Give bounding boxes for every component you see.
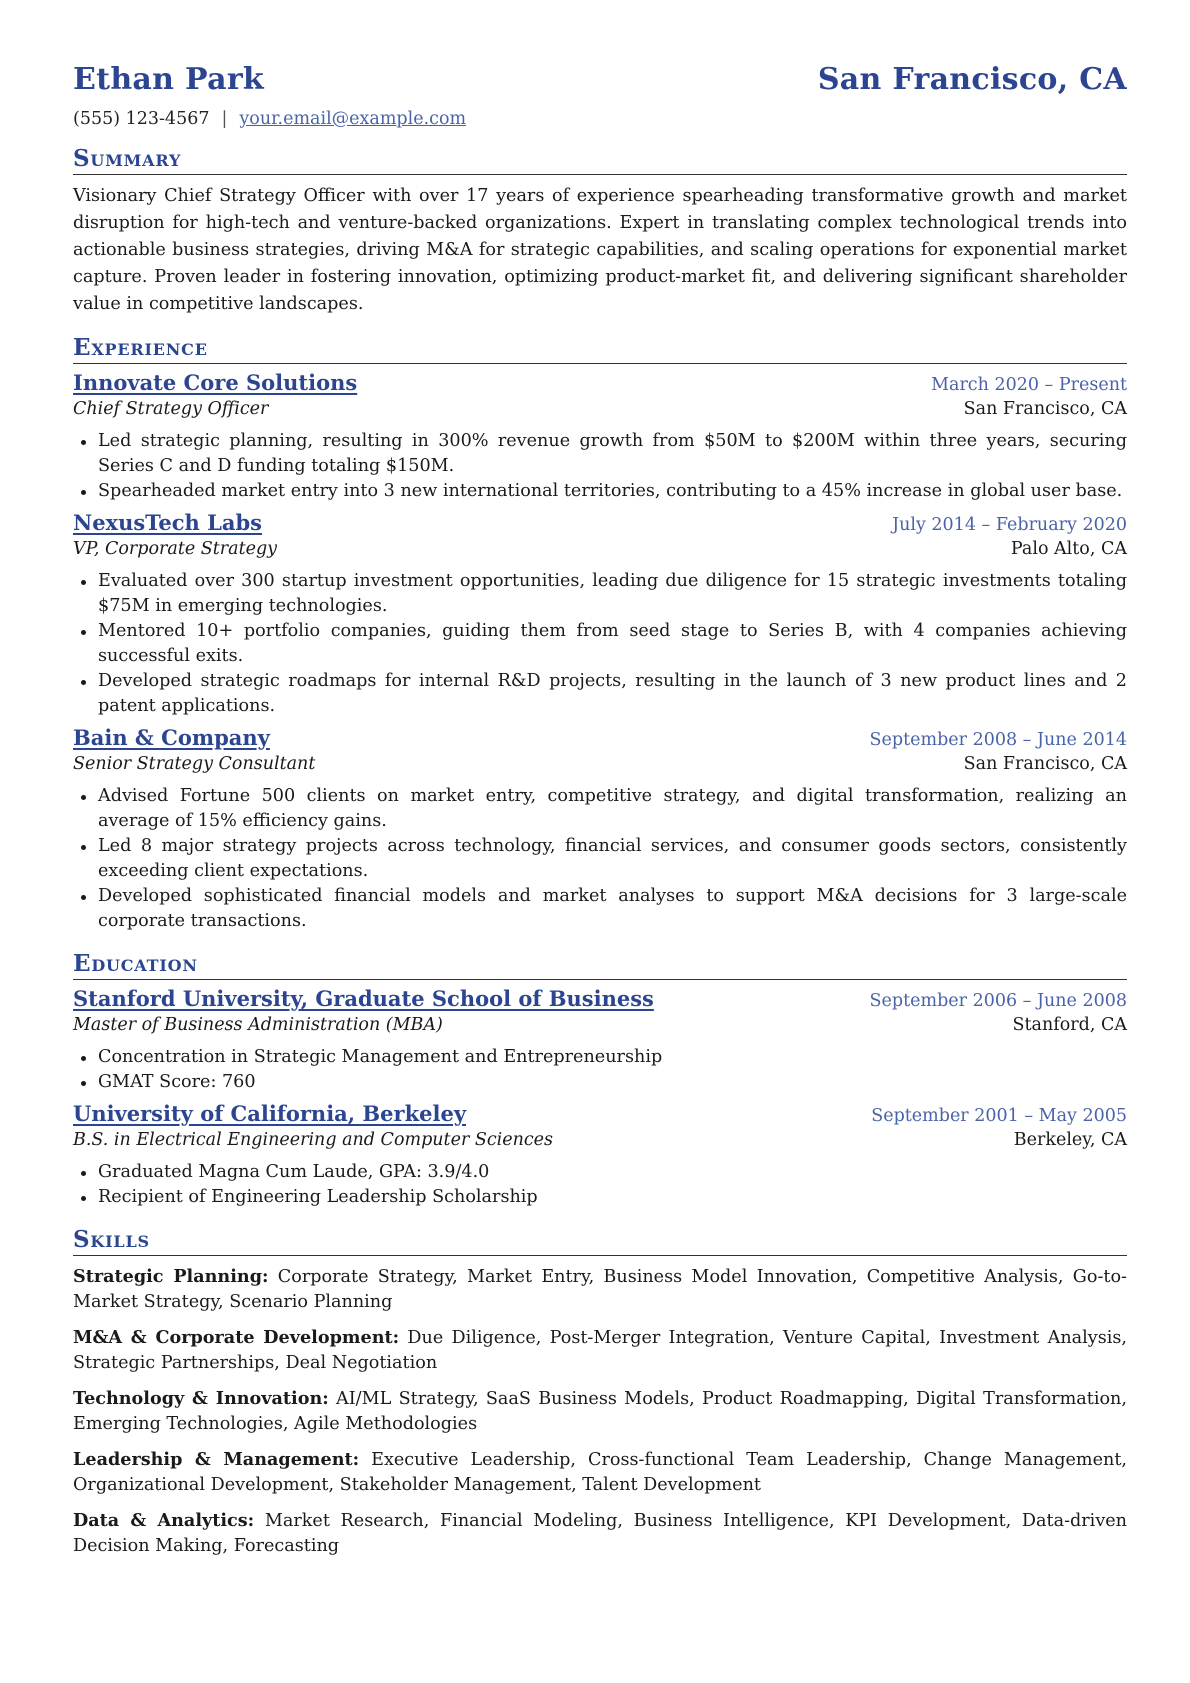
skill-row bbox=[73, 1447, 1127, 1498]
bullet-item: GMAT Score: 760 bbox=[98, 1070, 1127, 1095]
bullet-item: Led 8 major strategy projects across technology, financial services, and consumer goods sectors, consistently exceeding client expectations. bbox=[98, 834, 1127, 884]
experience-entry bbox=[73, 725, 1127, 934]
skill-items: AI/ML Strategy, SaaS Business Models, Product Roadmapping, Digital Transformation, Emerging Technologies, Agile Methodologies bbox=[73, 1389, 1127, 1434]
job-location: Palo Alto, CA bbox=[1010, 539, 1127, 559]
bullet-list bbox=[73, 569, 1127, 719]
job-title: Chief Strategy Officer bbox=[73, 399, 269, 419]
employment-dates: March 2020 – Present bbox=[931, 375, 1127, 395]
skill-category: Data & Analytics: bbox=[73, 1510, 255, 1531]
school-name-link[interactable]: Stanford University, Graduate School of Business bbox=[73, 986, 654, 1011]
school-name-link[interactable]: University of California, Berkeley bbox=[73, 1101, 467, 1126]
bullet-item: Developed strategic roadmaps for internal R&D projects, resulting in the launch of 3 new product lines and 2 patent applications. bbox=[98, 669, 1127, 719]
job-location: San Francisco, CA bbox=[963, 754, 1127, 774]
bullet-item: Led strategic planning, resulting in 300% revenue growth from $50M to $200M within three years, securing Series C and D funding totaling $150M. bbox=[98, 429, 1127, 479]
degree-title: B.S. in Electrical Engineering and Computer Sciences bbox=[73, 1130, 554, 1150]
skill-items: Due Diligence, Post-Merger Integration, Venture Capital, Investment Analysis, Strategic Partnerships, Deal Negotiation bbox=[73, 1328, 1127, 1373]
skill-items: Market Research, Financial Modeling, Business Intelligence, KPI Development, Data-driven Decision Making, Forecasting bbox=[73, 1511, 1127, 1556]
skill-category: Technology & Innovation: bbox=[73, 1388, 329, 1409]
resume-header bbox=[73, 62, 1127, 97]
experience-entry bbox=[73, 510, 1127, 719]
contact-line bbox=[73, 109, 1127, 129]
section-title-experience: Experience bbox=[73, 334, 1127, 364]
school-location: Berkeley, CA bbox=[1013, 1130, 1127, 1150]
email-link[interactable]: your.email@example.com bbox=[239, 109, 467, 129]
education-entry bbox=[73, 986, 1127, 1095]
skill-row bbox=[73, 1325, 1127, 1376]
skill-row bbox=[73, 1264, 1127, 1315]
skill-category: Strategic Planning: bbox=[73, 1266, 269, 1287]
skill-row bbox=[73, 1508, 1127, 1559]
skill-items: Executive Leadership, Cross-functional Team Leadership, Change Management, Organizational Development, Stakeholder Management, Talent Development bbox=[73, 1450, 1127, 1495]
skill-category: M&A & Corporate Development: bbox=[73, 1327, 400, 1348]
experience-entry bbox=[73, 370, 1127, 504]
study-dates: September 2001 – May 2005 bbox=[871, 1106, 1127, 1126]
employment-dates: September 2008 – June 2014 bbox=[869, 730, 1127, 750]
skill-category: Leadership & Management: bbox=[73, 1449, 360, 1470]
bullet-item: Recipient of Engineering Leadership Scholarship bbox=[98, 1185, 1127, 1210]
bullet-item: Mentored 10+ portfolio companies, guiding them from seed stage to Series B, with 4 companies achieving successful exits. bbox=[98, 619, 1127, 669]
bullet-item: Graduated Magna Cum Laude, GPA: 3.9/4.0 bbox=[98, 1160, 1127, 1185]
bullet-item: Evaluated over 300 startup investment opportunities, leading due diligence for 15 strategic investments totaling $75M in emerging technologies. bbox=[98, 569, 1127, 619]
company-name-link[interactable]: Innovate Core Solutions bbox=[73, 370, 358, 395]
bullet-item: Concentration in Strategic Management and Entrepreneurship bbox=[98, 1045, 1127, 1070]
candidate-name: Ethan Park bbox=[73, 62, 265, 97]
bullet-item: Spearheaded market entry into 3 new international territories, contributing to a 45% increase in global user base. bbox=[98, 479, 1127, 504]
study-dates: September 2006 – June 2008 bbox=[869, 991, 1127, 1011]
bullet-item: Advised Fortune 500 clients on market entry, competitive strategy, and digital transformation, realizing an average of 15% efficiency gains. bbox=[98, 784, 1127, 834]
job-title: Senior Strategy Consultant bbox=[73, 754, 316, 774]
candidate-location: San Francisco, CA bbox=[817, 62, 1127, 97]
bullet-list bbox=[73, 429, 1127, 504]
degree-title: Master of Business Administration (MBA) bbox=[73, 1015, 443, 1035]
bullet-list bbox=[73, 784, 1127, 934]
skills-list bbox=[73, 1264, 1127, 1559]
bullet-item: Developed sophisticated financial models and market analyses to support M&A decisions for 3 large-scale corporate transactions. bbox=[98, 884, 1127, 934]
company-name-link[interactable]: Bain & Company bbox=[73, 725, 270, 750]
job-location: San Francisco, CA bbox=[963, 399, 1127, 419]
skill-items: Corporate Strategy, Market Entry, Business Model Innovation, Competitive Analysis, Go-to-Market Strategy, Scenario Planning bbox=[73, 1267, 1127, 1312]
bullet-list bbox=[73, 1160, 1127, 1210]
section-title-skills: Skills bbox=[73, 1226, 1127, 1256]
job-title: VP, Corporate Strategy bbox=[73, 539, 278, 559]
school-location: Stanford, CA bbox=[1012, 1015, 1127, 1035]
education-entry bbox=[73, 1101, 1127, 1210]
section-title-summary: Summary bbox=[73, 145, 1127, 175]
employment-dates: July 2014 – February 2020 bbox=[892, 515, 1127, 535]
bullet-list bbox=[73, 1045, 1127, 1095]
summary-text: Visionary Chief Strategy Officer with over 17 years of experience spearheading transformative growth and market disruption for high-tech and venture-backed organizations. Expert in translating complex technological trends into actionable business strategies, driving M&A for strategic capabilities, and scaling operations for exponential market capture. Proven leader in fostering innovation, optimizing product-market fit, and delivering significant shareholder value in competitive landscapes. bbox=[73, 186, 1127, 314]
company-name-link[interactable]: NexusTech Labs bbox=[73, 510, 262, 535]
phone-number: (555) 123-4567 bbox=[73, 109, 210, 129]
section-title-education: Education bbox=[73, 950, 1127, 980]
resume-page bbox=[73, 62, 1127, 1559]
skill-row bbox=[73, 1386, 1127, 1437]
contact-separator: | bbox=[221, 109, 228, 129]
